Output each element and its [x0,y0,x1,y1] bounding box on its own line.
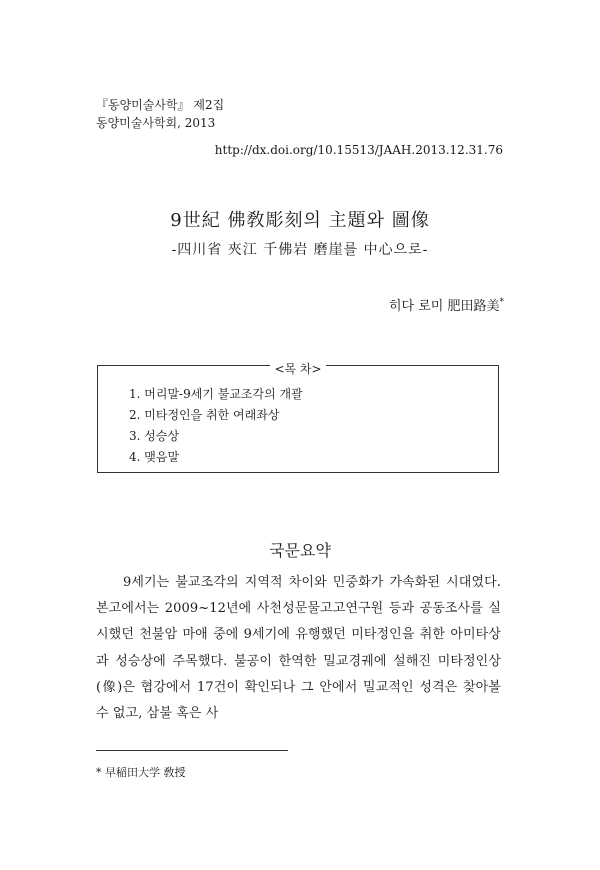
toc-item: 4. 맺음말 [129,450,180,464]
paper-subtitle: -四川省 夾江 千佛岩 磨崖를 中心으로- [171,242,429,258]
toc-item: 2. 미타정인을 취한 여래좌상 [129,408,280,422]
abstract-paragraph: 9세기는 불교조각의 지역적 차이와 민중화가 가속화된 시대였다. 본고에서는 2009~12년에 사천성문물고고연구원 등과 공동조사를 실시했던 천불암 마애 중에 9세기에 유행했던 미타정인을 취한 아미타상과 성승상에 주목했다. 불공이 한역한 밀교경궤에 설해진 미타정인상(像)은 협강에서 17건이 확인되나 그 안에서 밀교적인 성격은 찾아볼 수 없고, 삼불 혹은 사 [96,575,501,722]
toc-item: 1. 머리말-9세기 불교조각의 개괄 [129,387,303,401]
toc-heading-wrap [98,358,498,377]
author-name: 히다 로미 肥田路美 [389,299,500,314]
abstract-heading: 국문요약 [269,541,331,560]
author-line [389,295,504,314]
footnote: * 早稲田大学 敎授 [96,766,186,779]
toc-list [129,384,303,468]
journal-info [96,96,224,132]
journal-name: 『동양미술사학』 제2집 [96,98,225,112]
toc-item: 3. 성승상 [129,429,180,443]
doi-link[interactable]: http://dx.doi.org/10.15513/JAAH.2013.12.31.76 [214,143,503,157]
journal-publisher: 동양미술사학회, 2013 [96,116,216,130]
toc-heading: <목 차> [270,362,325,376]
abstract-body [96,570,501,727]
table-of-contents [97,362,499,473]
author-footnote-mark: * [499,297,504,308]
footnote-divider [96,750,288,751]
paper-title: 9世紀 佛敎彫刻의 主題와 圖像 [170,210,430,231]
